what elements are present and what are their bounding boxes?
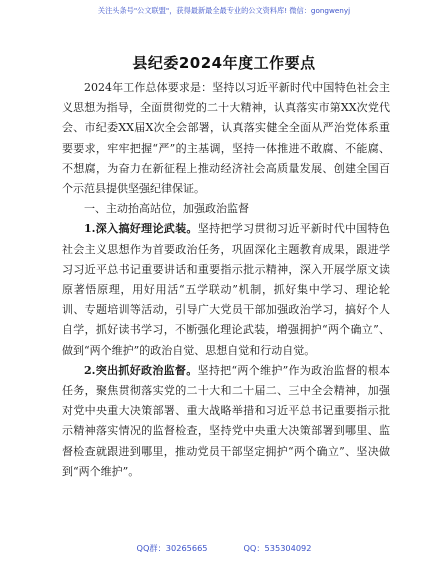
item-2-body: 坚持把“两个维护”作为政治监督的根本任务，聚焦贯彻落实党的二十大和二十届二、三中全会精神，加强对党中央重大决策部署、重大战略举措和习近平总书记重要指示批示精神落实情况的监督检查，坚持党中央重大决策部署到哪里、监督检查就跟进到哪里，推动党员干部坚定拥护“两个确立”、坚决做到“两个维护”。: [62, 363, 390, 478]
section-heading-1: 一、主动抬高站位，加强政治监督: [84, 202, 249, 216]
document-title: 县纪委2024年度工作要点: [132, 54, 316, 72]
item-1-lead: 1.深入搞好理论武装。: [84, 222, 198, 236]
item-2-paragraph: [62, 361, 390, 482]
item-1-body: 坚持把学习贯彻习近平新时代中国特色社会主义思想作为首要政治任务，巩固深化主题教育成果，跟进学习习近平总书记重要讲话和重要指示批示精神，深入开展学原文读原著悟原理，用好用活“五学联动”机制，抓好集中学习、理论轮训、专题培训等活动，引导广大党员干部加强政治学习，搞好个人自学，抓好读书学习，不断强化理论武装，增强拥护“两个确立”、做到“两个维护”的政治自觉、思想自觉和行动自觉。: [62, 222, 391, 357]
footer-qq: QQ：535304092: [243, 543, 312, 553]
footer-qq-group: QQ群：30265665: [136, 543, 208, 553]
intro-paragraph: 2024年工作总体要求是：坚持以习近平新时代中国特色社会主义思想为指导，全面贯彻党的二十大精神，认真落实市第XX次党代会、市纪委XX届X次全会部署，认真落实健全全面从严治党体系重要要求，牢牢把握“严”的主基调，坚持一体推进不敢腐、不能腐、不想腐，为奋力在新征程上推动经济社会高质量发展、创建全国百个示范县提供坚强纪律保证。: [62, 81, 390, 196]
item-1-paragraph: [62, 219, 390, 360]
item-2-lead: 2.突出抓好政治监督。: [84, 363, 198, 377]
document-body: [62, 78, 390, 482]
footer: [0, 543, 448, 554]
top-banner: 关注头条号"公文联盟"，获得最新最全最专业的公文资料库! 微信：gongwenyj: [97, 6, 351, 15]
